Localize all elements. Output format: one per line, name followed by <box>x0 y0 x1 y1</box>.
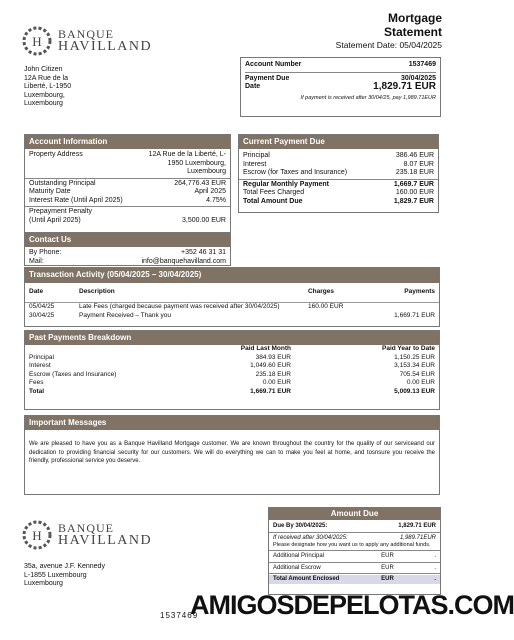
bank-logo <box>22 26 152 56</box>
additional-principal-row[interactable]: Additional Principal EUR . <box>273 553 436 559</box>
contact-box: Contact Us By Phone: +352 46 31 31 Mail: info@banquehavilland.com <box>24 232 231 266</box>
contact-header: Contact Us <box>25 233 230 247</box>
messages-box <box>24 415 440 495</box>
watermark-text: AMIGOSDEPELOTAS.COM <box>190 590 514 620</box>
bank-name-line1: BANQUE <box>58 27 114 41</box>
current-payment-header: Current Payment Due <box>239 135 438 149</box>
bank-name-line2: HAVILLAND <box>58 39 153 54</box>
amount-due-box: Amount Due Due By 30/04/2025: 1,829.71 EUR If received after 30/04/2025: 1,989.71EUR Please designate how you want us to apply any additional funds. Additional Principal EUR . Additional Escrow EUR . Total Amount Enclosed EUR . <box>268 507 441 595</box>
table-row: Total 1,669.71 EUR 5,009.13 EUR <box>29 387 435 395</box>
statement-title: Mortgage Statement <box>383 11 442 39</box>
table-row: Fees 0.00 EUR 0.00 EUR <box>29 379 435 386</box>
bank-name-line2: HAVILLAND <box>58 533 153 548</box>
bank-logo-icon <box>22 26 52 56</box>
contact-email[interactable]: info@banquehavilland.com <box>141 257 226 265</box>
account-info-box: Account Information Property Address 12A Rue de la Liberté, L- 1950 Luxembourg, Luxembourg Outstanding Principal 264,776.43 EUR Maturity Date April 2025 Interest Rate (Until April 2025) 4.75% Prepayment Penalty (Until April 2025) 3,500.00 EUR <box>24 134 231 234</box>
table-row: Interest 1,049.60 EUR 3,153.34 EUR <box>29 362 435 369</box>
table-row: Escrow (Taxes and Insurance) 235.18 EUR 705.54 EUR <box>29 370 435 378</box>
footer-account-number: 1537469 <box>160 611 199 620</box>
messages-body: We are pleased to have you as a Banque Havilland Mortgage customer. We are known throughout the country for the quality of our serviceand our dedication to providing financial security for our customers. We will do everything we can to make you feel at home, and tosnsure you receive the friendly, professional service you deserve. <box>29 441 435 464</box>
account-info-header: Account Information <box>25 135 230 149</box>
transactions-table: Date Description Charges Payments 05/04/25 Late Fees (charged because payment was received after 30/04/2025) 160.00 EUR 30/04/25 Payment Received – Thank you 1,669.71 EUR <box>25 288 439 320</box>
table-row: 05/04/25 Late Fees (charged because payment was received after 30/04/2025) 160.00 EUR <box>25 303 439 312</box>
past-payments-header: Past Payments Breakdown <box>25 331 439 345</box>
footer-logo <box>22 520 152 550</box>
bank-name-line1: BANQUE <box>58 521 114 535</box>
statement-date: Statement Date: 05/04/2025 <box>335 40 442 50</box>
svg-text:H: H <box>32 528 42 543</box>
svg-text:H: H <box>32 34 42 49</box>
table-row: 30/04/25 Payment Received – Thank you 1,669.71 EUR <box>29 311 435 319</box>
transactions-box <box>24 267 440 327</box>
additional-escrow-row[interactable]: Additional Escrow EUR . <box>273 564 436 571</box>
bank-logo-icon <box>22 520 52 550</box>
footer-address: 35a, avenue J.F. Kennedy L-1855 Luxembourg Luxembourg <box>24 563 105 587</box>
customer-address: John Citizen 12A Rue de la Liberté, L-1950 Luxembourg, Luxembourg <box>24 66 72 107</box>
past-payments-box <box>24 330 440 410</box>
table-row: Principal 384.93 EUR 1,150.25 EUR <box>29 353 435 361</box>
late-payment-note: If payment is received after 30/04/25, pay 1,989.71EUR <box>300 94 436 101</box>
messages-header: Important Messages <box>25 416 439 430</box>
account-summary-box: Account Number 1537469 Payment Due 30/04/2025 Date 1,829.71 EUR If payment is received after 30/04/25, pay 1,989.71EUR <box>240 57 441 117</box>
transactions-header: Transaction Activity (05/04/2025 – 30/04/2025) <box>25 268 439 283</box>
amount-due-header: Amount Due <box>269 508 440 520</box>
current-payment-box: Current Payment Due Principal 386.46 EUR Interest 8.07 EUR Escrow (for Taxes and Insurance) 235.18 EUR Regular Monthly Payment 1,669.7 EUR Total Fees Charged 160.00 EUR Total Amount Due 1,829.7 EUR <box>238 134 439 213</box>
contact-phone[interactable]: +352 46 31 31 <box>181 249 226 256</box>
past-payments-table: Paid Last Month Paid Year to Date Principal 384.93 EUR 1,150.25 EUR Interest 1,049.60 EUR 3,153.34 EUR Escrow (Taxes and Insurance) 235.18 EUR 705.54 EUR Fees 0.00 EUR 0.00 EUR Total 1,669.71 EUR 5,009.13 EUR <box>25 345 439 396</box>
total-enclosed-row[interactable]: Total Amount Enclosed EUR . <box>269 575 440 584</box>
